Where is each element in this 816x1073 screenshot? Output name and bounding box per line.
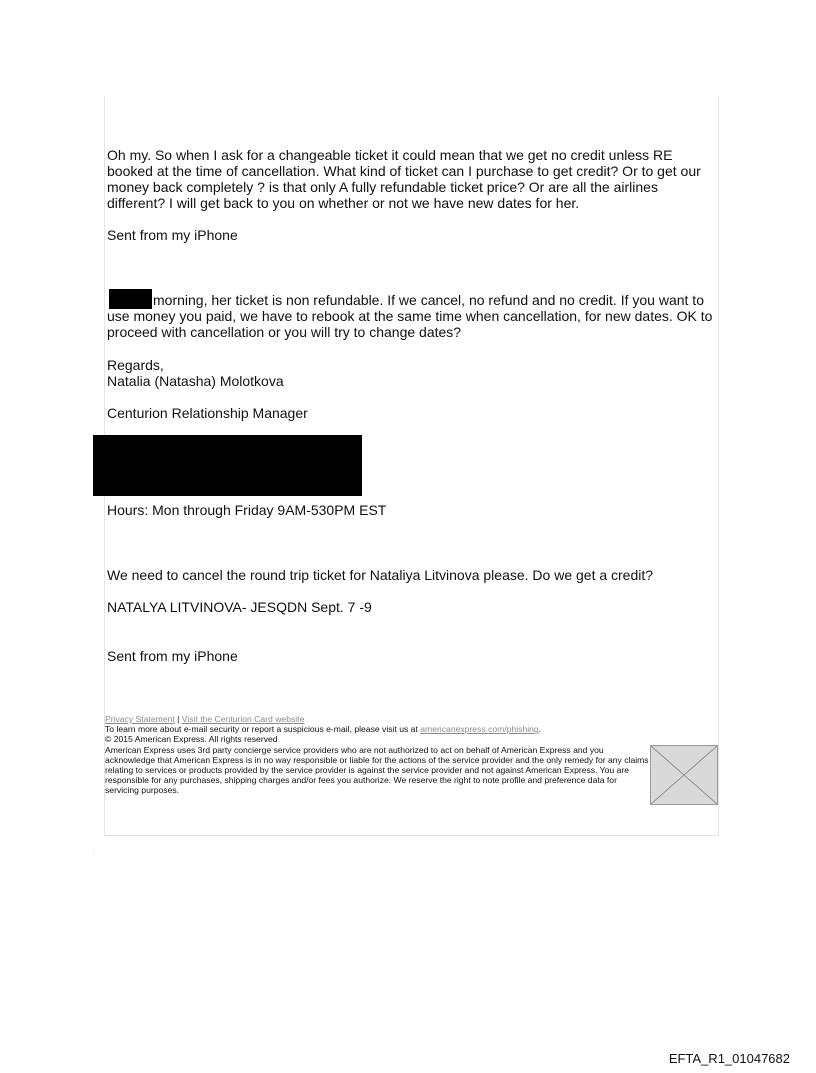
booking-reference: NATALYA LITVINOVA- JESQDN Sept. 7 -9 [107,599,372,615]
redaction-contact-block [93,435,362,496]
manager-name: Natalia (Natasha) Molotkova [107,373,284,389]
reply-paragraph: Oh my. So when I ask for a changeable ticket it could mean that we get no credit unless RE booked at the time of cancellation. What kind of ticket can I purchase to get credit? Or to get our money back completely ? is that only A fully refundable ticket price? Or are all the airlines different? I will get back to you on whether or not we have new dates for her. [107,147,701,211]
document-id: EFTA_R1_01047682 [668,1051,790,1066]
footer-separator: | [177,714,180,724]
regards-line: Regards, [107,357,164,373]
footer-period: . [538,724,542,735]
phishing-link[interactable]: americanexpress.com/phishing [420,724,539,735]
iphone-signature-2: Sent from my iPhone [107,648,238,664]
centurion-website-link[interactable]: Visit the Centurion Card website [181,714,305,724]
email-footer [105,714,650,796]
privacy-statement-link[interactable]: Privacy Statement [105,714,175,724]
cancel-request: We need to cancel the round trip ticket for Nataliya Litvinova please. Do we get a credit? [107,567,654,583]
security-text: To learn more about e-mail security or report a suspicious e-mail, please visit us at [105,724,418,735]
disclaimer-text: American Express uses 3rd party concierge service providers who are not authorized to act on behalf of American Express and you acknowledge that American Express is in no way responsible or liable for the actions of the service provider and the only remedy for any claims relating to services or products provided by the service provider is against the service provider and not against American Express. You are responsible for any purchases, shipping charges and/or fees you authorize. We reserve the right to note profile and preference data for servicing purposes. [105,744,649,796]
broken-image-icon [650,745,718,805]
copyright-line: © 2015 American Express. All rights reserved [105,734,278,745]
office-hours: Hours: Mon through Friday 9AM-530PM EST [107,502,387,518]
manager-title: Centurion Relationship Manager [107,405,308,421]
iphone-signature-1: Sent from my iPhone [107,227,238,243]
manager-paragraph: morning, her ticket is non refundable. If we cancel, no refund and no credit. If you want to use money you paid, we have to rebook at the same time when cancellation, for new dates. OK to proceed with cancellation or you will try to change dates? [107,292,713,340]
tiny-mark: : [93,851,95,857]
